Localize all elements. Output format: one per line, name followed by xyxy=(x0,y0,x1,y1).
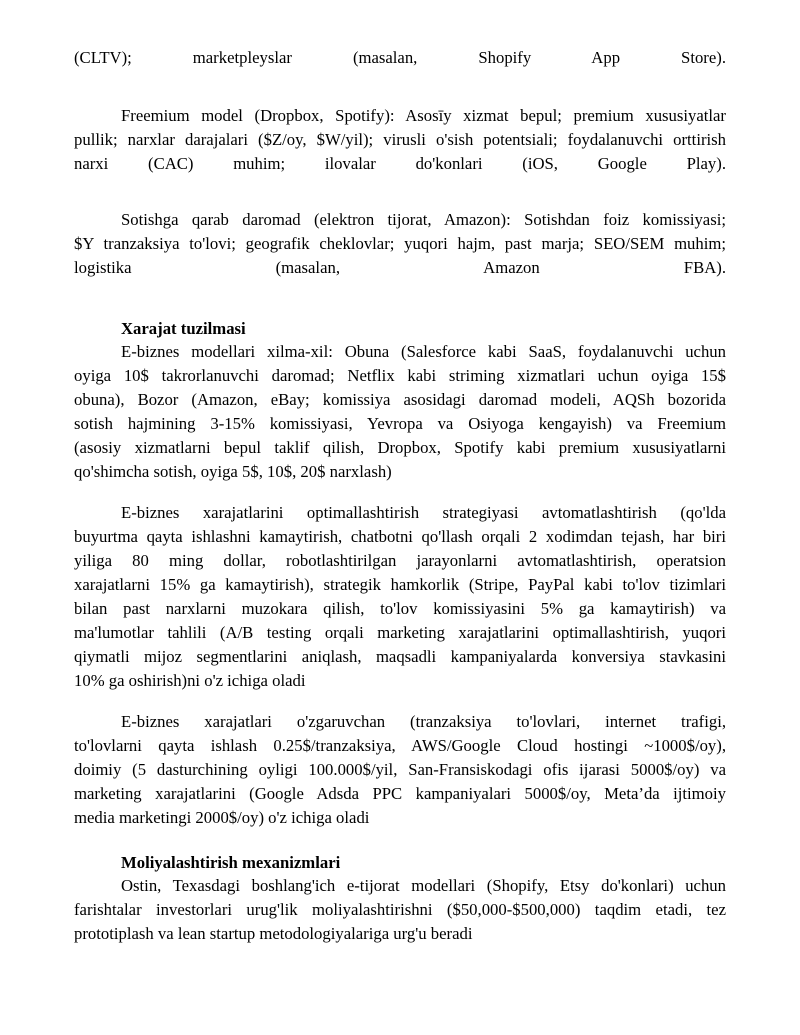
text-line: farishtalar investorlari urug'lik moliyalashtirishni ($50,000-$500,000) taqdim etadi, tez xyxy=(74,900,726,919)
text-line: qo'shimcha sotish, oyiga 5$, 10$, 20$ narxlash) xyxy=(74,462,392,481)
text-line: to'lovlarni qayta ishlash 0.25$/tranzaksiya, AWS/Google Cloud hostingi ~1000$/oy), xyxy=(74,736,726,755)
text-line: sotish hajmining 3-15% komissiyasi, Yevropa va Osiyoga kengayish) va Freemium xyxy=(74,414,726,433)
text-line: Freemium model (Dropbox, Spotify): Asosīy xizmat bepul; premium xususiyatlar xyxy=(121,106,726,125)
text-line: qiymatli mijoz segmentlarini aniqlash, maqsadli kampaniyalarda konversiya stavkasini xyxy=(74,647,726,666)
text-line: buyurtma qayta ishlashni kamaytirish, chatbotni qo'llash orqali 2 xodimdan tejash, har biri xyxy=(74,527,726,546)
text-line: Sotishga qarab daromad (elektron tijorat, Amazon): Sotishdan foiz komissiyasi; xyxy=(121,210,726,229)
text-line: 10% ga oshirish)ni o'z ichiga oladi xyxy=(74,671,306,690)
text-line: oyiga 10$ takrorlanuvchi daromad; Netflix kabi striming xizmatlari uchun oyiga 15$ xyxy=(74,366,726,385)
text-line: logistika (masalan, Amazon FBA). xyxy=(74,258,726,277)
text-line: (CLTV); marketpleyslar (masalan, Shopify App Store). xyxy=(74,48,726,67)
section-heading-funding: Moliyalashtirish mexanizmlari xyxy=(121,853,341,872)
text-line: pullik; narxlar darajalari ($Z/oy, $W/yil); virusli o'sish potentsiali; foydalanuvchi orttirish xyxy=(74,130,726,149)
text-line: (asosiy xizmatlarni bepul taklif qilish, Dropbox, Spotify kabi premium xususiyatlarni xyxy=(74,438,726,457)
text-line: narxi (CAC) muhim; ilovalar do'konlari (iOS, Google Play). xyxy=(74,154,726,173)
text-line: E-biznes xarajatlarini optimallashtirish strategiyasi avtomatlashtirish (qo'lda xyxy=(121,503,726,522)
text-line: xarajatlarni 15% ga kamaytirish), strategik hamkorlik (Stripe, PayPal kabi to'lov tizimlari xyxy=(74,575,726,594)
text-line: Ostin, Texasdagi boshlang'ich e-tijorat modellari (Shopify, Etsy do'konlari) uchun xyxy=(121,876,726,895)
text-line: doimiy (5 dasturchining oyligi 100.000$/yil, San-Fransiskodagi ofis ijarasi 5000$/oy) va xyxy=(74,760,726,779)
text-line: bilan past narxlarni muzokara qilish, to'lov komissiyasini 5% ga kamaytirish) va xyxy=(74,599,726,618)
text-line: E-biznes xarajatlari o'zgaruvchan (tranzaksiya to'lovlari, internet trafigi, xyxy=(121,712,726,731)
text-line: $Y tranzaksiya to'lovi; geografik cheklovlar; yuqori hajm, past marja; SEO/SEM muhim; xyxy=(74,234,726,253)
text-line: ma'lumotlar tahlili (A/B testing orqali marketing xarajatlarini optimallashtirish, yuqori xyxy=(74,623,726,642)
text-line: media marketingi 2000$/oy) o'z ichiga oladi xyxy=(74,808,370,827)
text-line: yiliga 80 ming dollar, robotlashtirilgan jarayonlarni avtomatlashtirish, operatsion xyxy=(74,551,726,570)
section-heading-cost-structure: Xarajat tuzilmasi xyxy=(121,319,246,338)
text-line: E-biznes modellari xilma-xil: Obuna (Salesforce kabi SaaS, foydalanuvchi uchun xyxy=(121,342,726,361)
text-line: obuna), Bozor (Amazon, eBay; komissiya asosidagi daromad modeli, AQSh bozorida xyxy=(74,390,726,409)
text-line: prototiplash va lean startup metodologiyalariga urg'u beradi xyxy=(74,924,473,943)
text-line: marketing xarajatlarini (Google Adsda PPC kampaniyalari 5000$/oy, Meta’da ijtimoiy xyxy=(74,784,726,803)
